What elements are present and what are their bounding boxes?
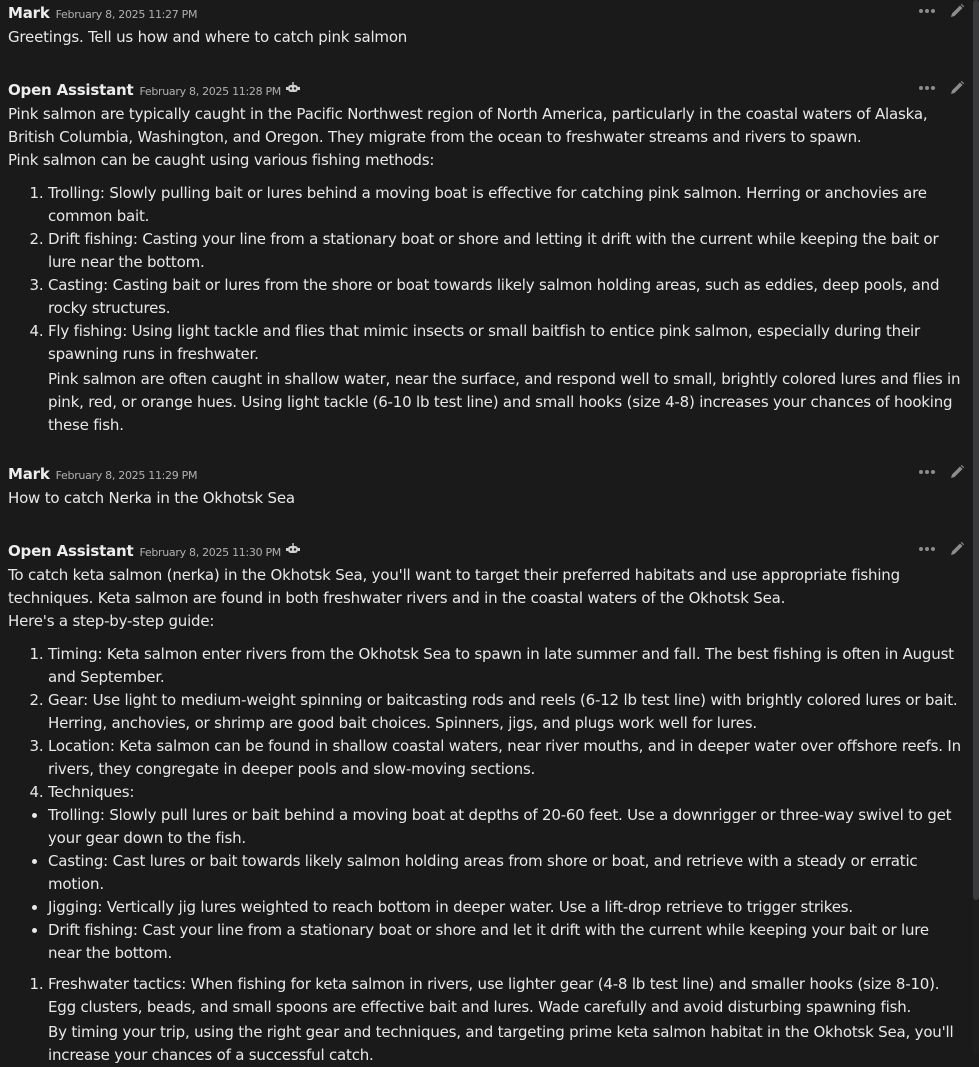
numbered-list [8, 973, 965, 1067]
message-text: How to catch Nerka in the Okhotsk Sea [8, 489, 295, 507]
numbered-list [8, 182, 965, 437]
message-header [8, 2, 965, 24]
bullet-list [8, 804, 965, 965]
pencil-icon[interactable] [949, 464, 965, 480]
message-header [8, 79, 965, 101]
message-actions [919, 79, 965, 97]
author-name: Mark [8, 465, 50, 483]
list-item: • Trolling: Slowly pull lures or bait behind a moving boat at depths of 20-60 feet. Use a downrigger or three-way swivel to get your gear down to the fish. [48, 804, 965, 850]
list-item-text: Freshwater tactics: When fishing for keta salmon in rivers, use lighter gear (4-8 lb test line) and smaller hooks (size 8-10). Egg clusters, beads, and small spoons are effective bait and lures. Wade carefully and avoid disturbing spawning fish. [48, 975, 940, 1016]
scrollbar-thumb[interactable] [973, 0, 979, 900]
scrollbar[interactable] [973, 0, 979, 1053]
message-assistant-2 [8, 540, 965, 1067]
list-item-paragraph: Pink salmon are often caught in shallow water, near the surface, and respond well to small, brightly colored lures and flies in pink, red, or orange hues. Using light tackle (6-10 lb test line) and small hooks (size 4-8) increases your chances of hooking these fish. [48, 370, 961, 434]
message-timestamp: February 8, 2025 11:29 PM [55, 469, 198, 482]
message-actions [919, 2, 965, 20]
message-header [8, 540, 965, 562]
list-item: 3. Location: Keta salmon can be found in shallow coastal waters, near river mouths, and in deeper water over offshore reefs. In rivers, they congregate in deeper pools and slow-moving sections. [48, 735, 965, 781]
author-name: Open Assistant [8, 81, 134, 99]
author-name: Mark [8, 4, 50, 22]
message-timestamp: February 8, 2025 11:27 PM [55, 8, 198, 21]
list-item: • Jigging: Vertically jig lures weighted to reach bottom in deeper water. Use a lift-drop retrieve to trigger strikes. [48, 896, 965, 919]
list-item-text: Fly fishing: Using light tackle and flies that mimic insects or small baitfish to entice pink salmon, especially during their spawning runs in freshwater. [48, 322, 920, 363]
list-item: 1. Timing: Keta salmon enter rivers from the Okhotsk Sea to spawn in late summer and fall. The best fishing is often in August and September. [48, 643, 965, 689]
bot-icon [286, 79, 300, 102]
numbered-list [8, 643, 965, 804]
more-horizontal-icon[interactable] [919, 8, 935, 14]
message-actions [919, 540, 965, 558]
list-item: 1. Trolling: Slowly pulling bait or lures behind a moving boat is effective for catching pink salmon. Herring or anchovies are common bait. [48, 182, 965, 228]
list-item: 3. Casting: Casting bait or lures from the shore or boat towards likely salmon holding areas, such as eddies, deep pools, and rocky structures. [48, 274, 965, 320]
list-item [48, 320, 965, 437]
message-assistant-1 [8, 79, 965, 437]
list-item: 4. Techniques: [48, 781, 965, 804]
author-name: Open Assistant [8, 542, 134, 560]
message-timestamp: February 8, 2025 11:28 PM [139, 85, 281, 98]
list-item-paragraph: By timing your trip, using the right gear and techniques, and targeting prime keta salmon habitat in the Okhotsk Sea, you'll increase your chances of a successful catch. [48, 1023, 954, 1064]
list-item: 2. Drift fishing: Casting your line from a stationary boat or shore and letting it drift with the current while keeping the bait or lure near the bottom. [48, 228, 965, 274]
list-item [48, 973, 965, 1067]
list-item: 2. Gear: Use light to medium-weight spinning or baitcasting rods and reels (6-12 lb test line) with brightly colored lures or bait. Herring, anchovies, or shrimp are good bait choices. Spinners, jigs, and plugs work well for lures. [48, 689, 965, 735]
message-paragraph: Pink salmon are typically caught in the Pacific Northwest region of North America, particularly in the coastal waters of Alaska, British Columbia, Washington, and Oregon. They migrate from the ocean to freshwater streams and rivers to spawn. [8, 105, 928, 146]
bot-icon [286, 540, 300, 563]
message-text: Greetings. Tell us how and where to catch pink salmon [8, 28, 408, 46]
message-header [8, 463, 965, 485]
message-user-2 [8, 463, 965, 510]
message-timestamp: February 8, 2025 11:30 PM [139, 546, 281, 559]
pencil-icon[interactable] [949, 541, 965, 557]
more-horizontal-icon[interactable] [919, 469, 935, 475]
list-item: • Casting: Cast lures or bait towards likely salmon holding areas from shore or boat, and retrieve with a steady or erratic motion. [48, 850, 965, 896]
pencil-icon[interactable] [949, 3, 965, 19]
more-horizontal-icon[interactable] [919, 546, 935, 552]
message-paragraph: To catch keta salmon (nerka) in the Okhotsk Sea, you'll want to target their preferred habitats and use appropriate fishing techniques. Keta salmon are found in both freshwater rivers and in the coastal waters of the Okhotsk Sea. [8, 566, 900, 607]
more-horizontal-icon[interactable] [919, 85, 935, 91]
message-paragraph: Here's a step-by-step guide: [8, 612, 215, 630]
list-item: • Drift fishing: Cast your line from a stationary boat or shore and let it drift with the current while keeping your bait or lure near the bottom. [48, 919, 965, 965]
pencil-icon[interactable] [949, 80, 965, 96]
message-paragraph: Pink salmon can be caught using various fishing methods: [8, 151, 435, 169]
message-actions [919, 463, 965, 481]
message-user-1 [8, 2, 965, 49]
